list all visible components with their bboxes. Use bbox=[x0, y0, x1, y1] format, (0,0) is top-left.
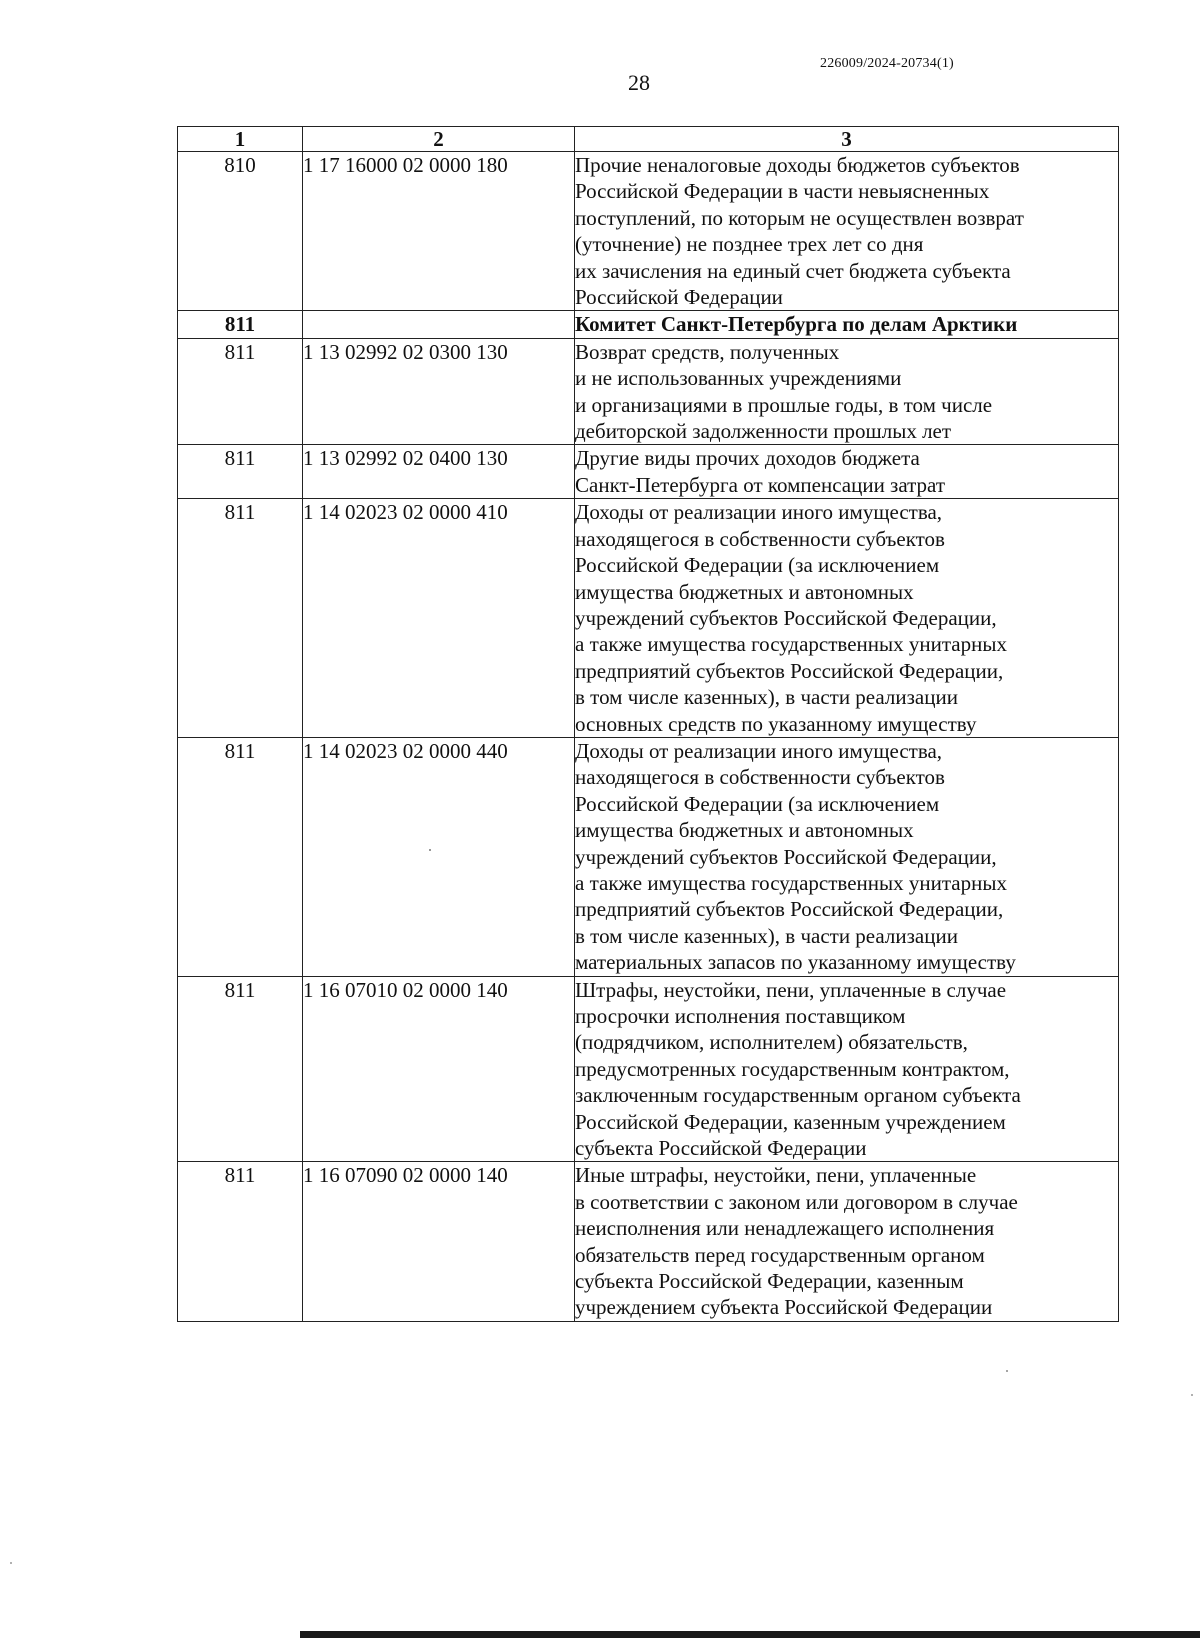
table-body bbox=[178, 152, 1119, 1322]
table-row bbox=[178, 499, 1119, 738]
table-row bbox=[178, 152, 1119, 311]
admin-code-cell: 811 bbox=[178, 976, 303, 1162]
income-description-cell: Прочие неналоговые доходы бюджетов субъектов Российской Федерации в части невыясненных поступлений, по которым не осуществлен возврат (уточнение) не позднее трех лет со дня их зачисления на единый счет бюджета субъекта Российской Федерации bbox=[575, 152, 1119, 311]
budget-classification-code-cell: 1 13 02992 02 0400 130 bbox=[303, 445, 575, 499]
table-row bbox=[178, 445, 1119, 499]
table-header-row bbox=[178, 127, 1119, 152]
admin-code-cell: 811 bbox=[178, 499, 303, 738]
column-header-3: 3 bbox=[575, 127, 1119, 152]
admin-code-cell: 811 bbox=[178, 338, 303, 445]
budget-classification-code-cell: 1 16 07010 02 0000 140 bbox=[303, 976, 575, 1162]
income-description-cell: Штрафы, неустойки, пени, уплаченные в случае просрочки исполнения поставщиком (подрядчиком, исполнителем) обязательств, предусмотренных государственным контрактом, заключенным государственным органом субъекта Российской Федерации, казенным учреждением субъекта Российской Федерации bbox=[575, 976, 1119, 1162]
scan-speck bbox=[1006, 1370, 1008, 1372]
scan-speck bbox=[1191, 1394, 1193, 1396]
income-description-cell: Доходы от реализации иного имущества, находящегося в собственности субъектов Российской Федерации (за исключением имущества бюджетных и автономных учреждений субъектов Российской Федерации, а также имущества государственных унитарных предприятий субъектов Российской Федерации, в том числе казенных), в части реализации материальных запасов по указанному имуществу bbox=[575, 737, 1119, 976]
budget-classification-code-cell: 1 17 16000 02 0000 180 bbox=[303, 152, 575, 311]
column-header-1: 1 bbox=[178, 127, 303, 152]
income-description-cell: Доходы от реализации иного имущества, находящегося в собственности субъектов Российской Федерации (за исключением имущества бюджетных и автономных учреждений субъектов Российской Федерации, а также имущества государственных унитарных предприятий субъектов Российской Федерации, в том числе казенных), в части реализации основных средств по указанному имуществу bbox=[575, 499, 1119, 738]
income-description-cell: Комитет Санкт-Петербурга по делам Арктики bbox=[575, 311, 1119, 338]
document-id: 226009/2024-20734(1) bbox=[820, 56, 954, 71]
budget-classification-code-cell: 1 16 07090 02 0000 140 bbox=[303, 1162, 575, 1321]
table-row bbox=[178, 338, 1119, 445]
budget-codes-table bbox=[177, 126, 1119, 1322]
table-section-row bbox=[178, 311, 1119, 338]
scan-edge-bar bbox=[300, 1631, 1200, 1638]
income-description-cell: Возврат средств, полученных и не использованных учреждениями и организациями в прошлые годы, в том числе дебиторской задолженности прошлых лет bbox=[575, 338, 1119, 445]
admin-code-cell: 811 bbox=[178, 737, 303, 976]
scan-speck bbox=[10, 1562, 12, 1564]
budget-classification-code-cell: 1 14 02023 02 0000 410 bbox=[303, 499, 575, 738]
budget-classification-code-cell bbox=[303, 311, 575, 338]
admin-code-cell: 811 bbox=[178, 1162, 303, 1321]
budget-classification-code-cell: 1 13 02992 02 0300 130 bbox=[303, 338, 575, 445]
page-number: 28 bbox=[628, 70, 650, 95]
column-header-2: 2 bbox=[303, 127, 575, 152]
budget-classification-code-cell: 1 14 02023 02 0000 440 bbox=[303, 737, 575, 976]
table-row bbox=[178, 976, 1119, 1162]
table-row bbox=[178, 737, 1119, 976]
income-description-cell: Другие виды прочих доходов бюджета Санкт-Петербурга от компенсации затрат bbox=[575, 445, 1119, 499]
admin-code-cell: 811 bbox=[178, 445, 303, 499]
admin-code-cell: 810 bbox=[178, 152, 303, 311]
income-description-cell: Иные штрафы, неустойки, пени, уплаченные в соответствии с законом или договором в случае неисполнения или ненадлежащего исполнения обязательств перед государственным органом субъекта Российской Федерации, казенным учреждением субъекта Российской Федерации bbox=[575, 1162, 1119, 1321]
admin-code-cell: 811 bbox=[178, 311, 303, 338]
table-row bbox=[178, 1162, 1119, 1321]
